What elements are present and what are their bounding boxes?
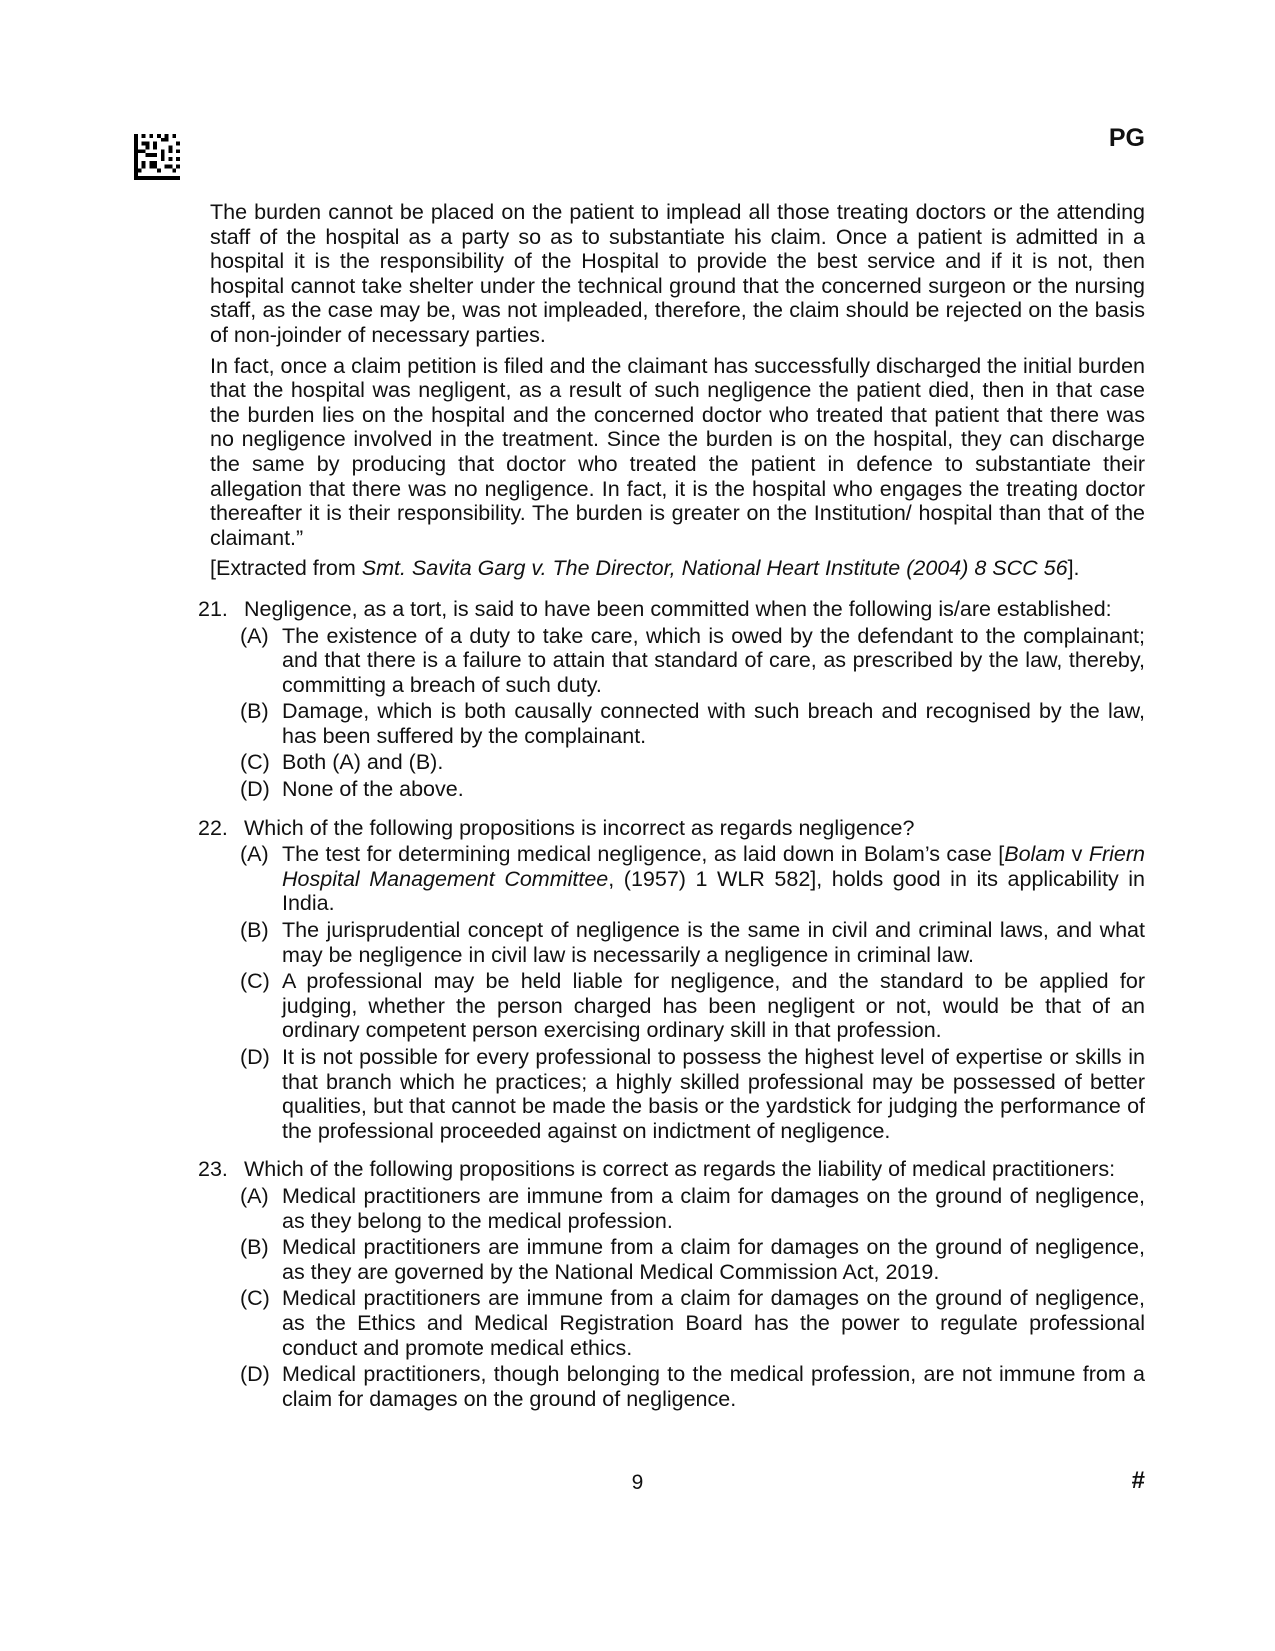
- option-b[interactable]: [240, 918, 1145, 967]
- option-text: Both (A) and (B).: [282, 750, 444, 775]
- paper-code: PG: [1108, 124, 1145, 152]
- option-label: (C): [240, 750, 270, 775]
- page-content: [198, 200, 1146, 1425]
- option-a[interactable]: [240, 1184, 1145, 1233]
- option-label: (D): [240, 1362, 270, 1387]
- question-number: 22.: [198, 815, 228, 840]
- passage-paragraph: In fact, once a claim petition is filed and the claimant has successfully discharged the initial burden that the hospital was negligent, as a result of such negligence the patient died, then in that case the burden lies on the hospital and the concerned doctor who treated that patient that there was no negligence involved in the treatment. Since the burden is on the hospital, they can discharge the same by producing that doctor who treated the patient in defence to substantiate their allegation that there was no negligence. In fact, it is the hospital who engages the treating doctor thereafter it is their responsibility. The burden is greater on the Institution/ hospital than that of the claimant.”: [210, 353, 1145, 550]
- question-text: Which of the following propositions is correct as regards the liability of medical practitioners:: [244, 1157, 1116, 1182]
- option-text: None of the above.: [282, 777, 464, 802]
- option-text: It is not possible for every professional to possess the highest level of expertise or skills in that branch which he practices; a highly skilled professional may be possessed of better qualities, but that cannot be made the basis or the yardstick for judging the performance of the professional proceeded against on indictment of negligence.: [282, 1045, 1145, 1143]
- option-text: Damage, which is both causally connected with such breach and recognised by the law, has been suffered by the complainant.: [282, 699, 1145, 748]
- option-text: Medical practitioners are immune from a claim for damages on the ground of negligence, as they belong to the medical profession.: [282, 1183, 1145, 1233]
- question-number: 23.: [198, 1157, 228, 1182]
- source-title: Smt. Savita Garg v. The Director, National Heart Institute (2004) 8 SCC 56: [361, 556, 1068, 581]
- source-suffix: ].: [1067, 556, 1080, 581]
- passage-source: [210, 556, 1145, 581]
- option-label: (A): [240, 842, 269, 867]
- footer-mark: #: [1131, 1467, 1145, 1494]
- datamatrix-code-icon: [134, 134, 180, 180]
- passage-paragraph: The burden cannot be placed on the patient to implead all those treating doctors or the attending staff of the hospital as a party so as to substantiate his claim. Once a patient is admitted in a hospital it is the responsibility of the Hospital to provide the best service and if it is not, then hospital cannot take shelter under the technical ground that the concerned surgeon or the nursing staff, as the case may be, was not impleaded, therefore, the claim should be rejected on the basis of non-joinder of necessary parties.: [210, 200, 1145, 347]
- question-number: 21.: [198, 596, 228, 621]
- option-d[interactable]: [240, 1362, 1145, 1411]
- option-c[interactable]: [240, 750, 1145, 775]
- option-text-part: The test for determining medical negligence, as laid down in Bolam’s case [: [282, 842, 1005, 867]
- option-d[interactable]: [240, 1045, 1145, 1143]
- option-b[interactable]: [240, 1235, 1145, 1284]
- option-label: (D): [240, 1045, 270, 1069]
- option-label: (B): [240, 699, 269, 724]
- option-a[interactable]: [240, 842, 1145, 916]
- case-name-italic: Bolam: [1004, 842, 1066, 867]
- option-c[interactable]: [240, 969, 1145, 1043]
- option-text-part: v: [1065, 842, 1089, 867]
- option-d[interactable]: [240, 777, 1145, 802]
- option-label: (A): [240, 623, 269, 648]
- option-text: The existence of a duty to take care, which is owed by the defendant to the complainant; and that there is a failure to attain that standard of care, as prescribed by the law, thereby, committing a breach of such duty.: [282, 623, 1145, 697]
- option-label: (D): [240, 777, 270, 802]
- option-text: Medical practitioners, though belonging to the medical profession, are not immune from a claim for damages on the ground of negligence.: [282, 1362, 1145, 1411]
- question-23: [198, 1157, 1145, 1411]
- option-a[interactable]: [240, 624, 1145, 698]
- question-text: Which of the following propositions is incorrect as regards negligence?: [244, 815, 915, 840]
- case-name-italic: Friern Hospital Management Committee: [282, 842, 1145, 891]
- option-text: A professional may be held liable for negligence, and the standard to be applied for judging, whether the person charged has been negligent or not, would be that of an ordinary competent person exercising ordinary skill in that profession.: [282, 969, 1145, 1043]
- option-label: (A): [240, 1183, 269, 1208]
- option-text: [282, 842, 1145, 916]
- option-text-part: , (1957) 1 WLR 582], holds good in its applicability in India.: [282, 866, 1146, 916]
- question-22: [198, 815, 1146, 1144]
- option-label: (C): [240, 1286, 270, 1311]
- page-number: 9: [631, 1471, 644, 1494]
- option-text: Medical practitioners are immune from a claim for damages on the ground of negligence, as they are governed by the National Medical Commission Act, 2019.: [282, 1235, 1145, 1284]
- question-21: [198, 596, 1145, 802]
- option-b[interactable]: [240, 699, 1145, 748]
- option-text: The jurisprudential concept of negligence is the same in civil and criminal laws, and what may be negligence in civil law is necessarily a negligence in criminal law.: [282, 918, 1145, 967]
- option-label: (B): [240, 1235, 269, 1260]
- question-text: Negligence, as a tort, is said to have been committed when the following is/are established:: [244, 596, 1112, 621]
- source-prefix: [Extracted from: [210, 556, 362, 581]
- option-c[interactable]: [240, 1286, 1145, 1360]
- option-label: (C): [240, 969, 270, 994]
- option-label: (B): [240, 918, 269, 943]
- option-text: Medical practitioners are immune from a claim for damages on the ground of negligence, as the Ethics and Medical Registration Board has the power to regulate professional conduct and promote medical ethics.: [282, 1286, 1145, 1360]
